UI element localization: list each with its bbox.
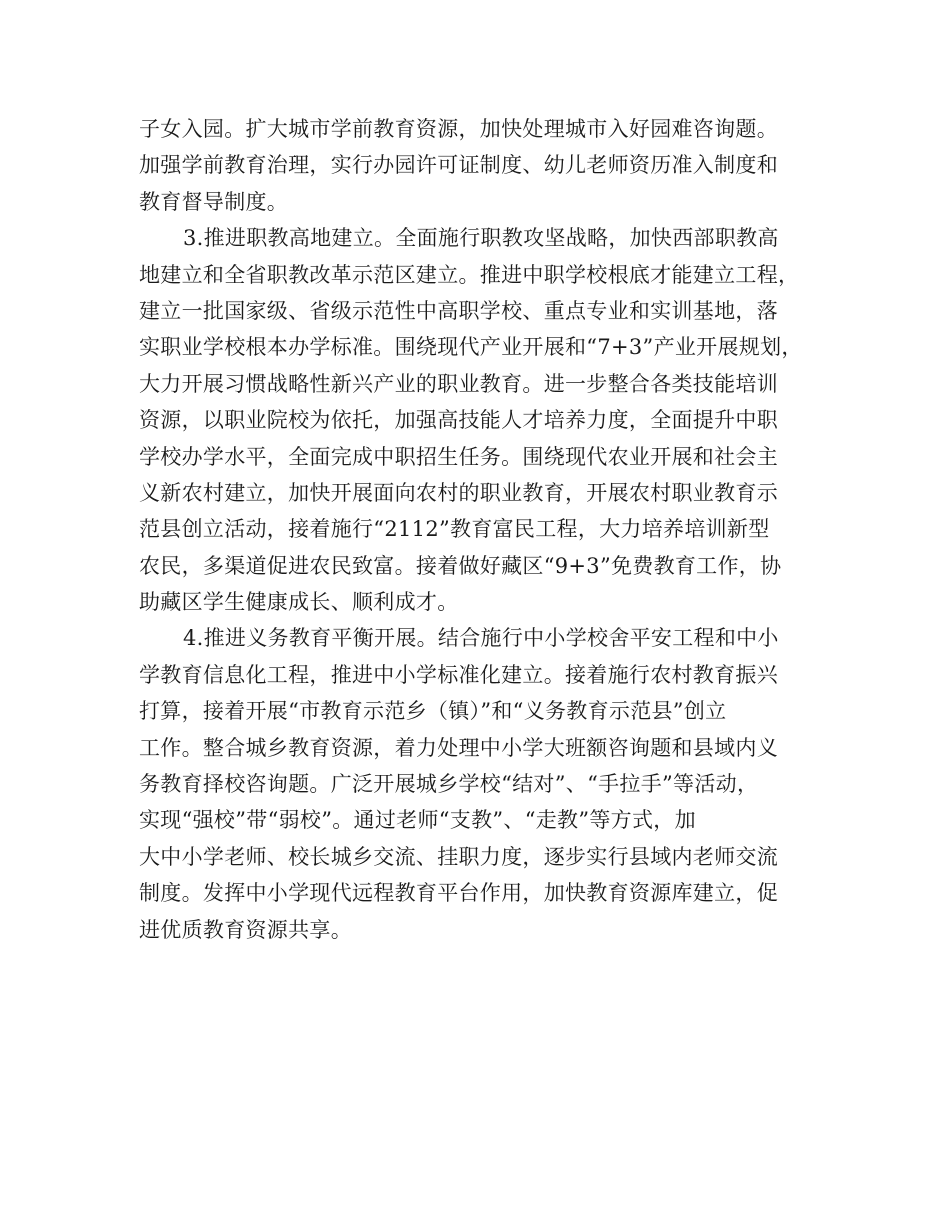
text-line: 加强学前教育治理，实行办园许可证制度、幼儿老师资历准入制度和 xyxy=(139,153,778,178)
text-line: 教育督导制度。 xyxy=(139,189,289,214)
text-line: 范县创立活动，接着施行“2112”教育富民工程，大力培养培训新型 xyxy=(139,517,770,542)
text-line: 务教育择校咨询题。广泛开展城乡学校“结对”、“手拉手”等活动， xyxy=(139,772,759,797)
text-line: 学校办学水平，全面完成中职招生任务。围绕现代农业开展和社会主 xyxy=(139,444,778,469)
text-line: 助藏区学生健康成长、顺利成才。 xyxy=(139,590,459,615)
text-line: 打算，接着开展“市教育示范乡（镇）”和“义务教育示范县”创立 xyxy=(139,699,727,724)
text-line: 实职业学校根本办学标准。围绕现代产业开展和“7+3”产业开展规划， xyxy=(139,335,803,360)
document-body xyxy=(139,111,819,948)
paragraph-first-line: 4.推进义务教育平衡开展。结合施行中小学校舍平安工程和中小 xyxy=(183,626,779,651)
text-line: 大中小学老师、校长城乡交流、挂职力度，逐步实行县域内老师交流 xyxy=(139,844,778,869)
text-line: 农民，多渠道促进农民致富。接着做好藏区“9+3”免费教育工作，协 xyxy=(139,553,782,578)
text-line: 大力开展习惯战略性新兴产业的职业教育。进一步整合各类技能培训 xyxy=(139,371,778,396)
text-line: 工作。整合城乡教育资源，着力处理中小学大班额咨询题和县域内义 xyxy=(139,735,778,760)
text-line: 进优质教育资源共享。 xyxy=(139,917,352,942)
text-line: 地建立和全省职教改革示范区建立。推进中职学校根底才能建立工程， xyxy=(139,262,800,287)
text-line: 资源，以职业院校为依托，加强高技能人才培养力度，全面提升中职 xyxy=(139,408,778,433)
text-line: 子女入园。扩大城市学前教育资源，加快处理城市入好园难咨询题。 xyxy=(139,117,778,141)
text-line: 制度。发挥中小学现代远程教育平台作用，加快教育资源库建立，促 xyxy=(139,881,778,906)
text-line: 义新农村建立，加快开展面向农村的职业教育，开展农村职业教育示 xyxy=(139,480,778,505)
text-line: 学教育信息化工程，推进中小学标准化建立。接着施行农村教育振兴 xyxy=(139,662,778,687)
paragraph-first-line: 3.推进职教高地建立。全面施行职教攻坚战略，加快西部职教高 xyxy=(183,226,779,251)
text-line: 建立一批国家级、省级示范性中高职学校、重点专业和实训基地，落 xyxy=(139,298,778,323)
text-line: 实现“强校”带“弱校”。通过老师“支教”、“走教”等方式，加 xyxy=(139,808,696,833)
